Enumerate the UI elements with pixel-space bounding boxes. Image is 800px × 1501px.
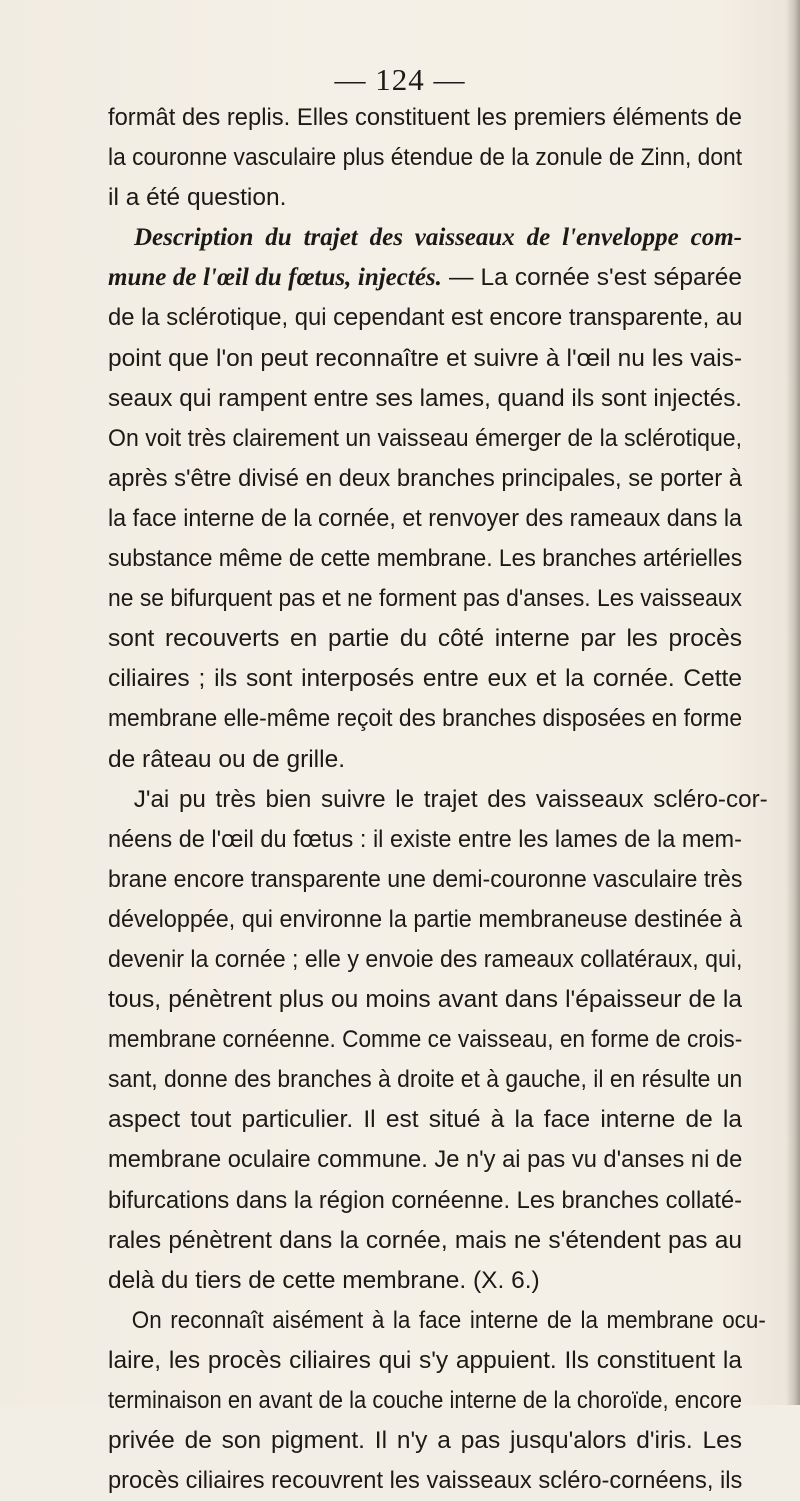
text-line [108,1341,742,1381]
line-text: membrane cornéenne. Comme ce vaisseau, en forme de crois- [108,1026,743,1054]
text-line [108,780,768,820]
line-text: rales pénètrent dans la cornée, mais ne s'étendent pas au [108,1226,742,1254]
text-line [108,98,742,138]
line-text: néens de l'œil du fœtus : il existe entre les lames de la mem- [108,825,742,853]
text-line [108,1100,742,1140]
body-text [108,98,768,1501]
line-text: J'ai pu très bien suivre le trajet des vaisseaux scléro-cor- [133,785,768,813]
line-text: procès ciliaires recouvrent les vaisseaux scléro-cornéens, ils [108,1467,743,1495]
page-number: — 124 — [334,62,466,97]
text-line [108,699,742,739]
line-text: brane encore transparente une demi-couronne vasculaire très [108,865,743,893]
line-text: bifurcations dans la région cornéenne. Les branches collaté- [108,1186,743,1214]
line-text: privée de son pigment. Il n'y a pas jusqu'alors d'iris. Les [108,1427,742,1455]
line-text: il a été question. [108,184,287,212]
line-text: devenir la cornée ; elle y envoie des rameaux collatéraux, qui, [108,945,743,973]
text-line [108,980,742,1020]
line-text: point que l'on peut reconnaître et suivre à l'œil nu les vais- [108,344,742,372]
line-text: ciliaires ; ils sont interposés entre eux et la cornée. Cette [108,665,742,693]
text-line [108,659,742,699]
text-line [108,1140,742,1180]
text-line [108,1421,742,1461]
text-line [108,860,742,900]
text-line [108,178,742,218]
text-line [108,740,742,780]
text-line [108,459,742,499]
line-text: laire, les procès ciliaires qui s'y appuient. Ils constituent la [108,1346,742,1374]
text-line [108,900,742,940]
text-line [108,298,742,338]
line-text: On voit très clairement un vaisseau émerger de la sclérotique, [108,424,743,452]
text-line [108,258,742,298]
text-line [108,339,742,379]
line-text: terminaison en avant de la couche interne de la choroïde, encore [108,1387,742,1414]
line-text: développée, qui environne la partie membraneuse destinée à [108,905,743,933]
line-text: de la sclérotique, qui cependant est encore transparente, au [108,304,743,332]
line-text: seaux qui rampent entre ses lames, quand ils sont injectés. [108,384,742,412]
line-text: la couronne vasculaire plus étendue de la zonule de Zinn, dont [108,144,743,172]
page-edge-shadow [786,0,800,1405]
text-line [108,1301,766,1341]
line-text: membrane elle-même reçoit des branches disposées en forme [108,705,743,733]
text-line [108,1261,742,1301]
text-line [108,379,742,419]
italic-heading: Description du trajet des vaisseaux de l'enveloppe com- [134,224,742,252]
line-text: substance même de cette membrane. Les branches artérielles [108,545,743,573]
line-text: membrane oculaire commune. Je n'y ai pas vu d'anses ni de [108,1146,743,1174]
line-text: formât des replis. Elles constituent les premiers éléments de [108,104,742,131]
line-text: après s'être divisé en deux branches principales, se porter à [108,464,742,492]
line-text: delà du tiers de cette membrane. (X. 6.) [108,1266,540,1294]
text-line [108,619,742,659]
line-text: tous, pénètrent plus ou moins avant dans l'épaisseur de la [108,986,742,1014]
line-text: sont recouverts en partie du côté interne par les procès [108,625,742,653]
text-line [108,138,742,178]
line-text: On reconnaît aisément à la face interne de la membrane ocu- [131,1306,766,1334]
line-text: de râteau ou de grille. [108,745,345,773]
text-line [108,940,742,980]
text-line [108,218,742,258]
text-line [108,1221,742,1261]
text-line [108,539,742,579]
text-line [108,1181,742,1221]
line-text: aspect tout particulier. Il est situé à la face interne de la [108,1106,742,1134]
text-line [108,1461,742,1501]
text-line [108,419,742,459]
text-line [108,1381,742,1421]
line-text: sant, donne des branches à droite et à gauche, il en résulte un [108,1066,743,1094]
text-line [108,1020,742,1060]
italic-heading: mune de l'œil du fœtus, injectés. [108,264,442,292]
text-line [108,579,742,619]
line-text: ne se bifurquent pas et ne forment pas d'anses. Les vaisseaux [108,585,742,613]
text-line [108,1060,742,1100]
line-text: — La cornée s'est séparée [441,264,742,292]
text-line [108,820,742,860]
text-line [108,499,742,539]
line-text: la face interne de la cornée, et renvoyer des rameaux dans la [108,504,743,532]
